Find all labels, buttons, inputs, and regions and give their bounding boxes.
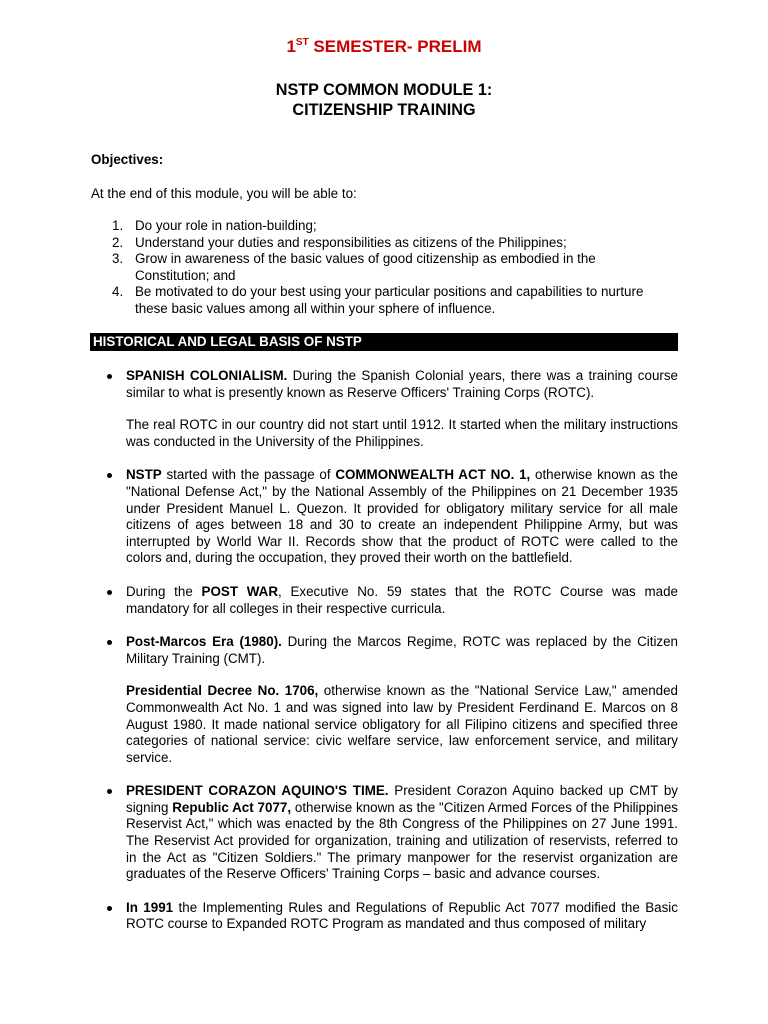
bullet-text: During the (126, 583, 202, 599)
bullet-dot-icon (107, 374, 112, 379)
bullet-bold-lead: PRESIDENT CORAZON AQUINO'S TIME. (126, 783, 389, 799)
objective-item (91, 251, 671, 284)
bullet-post-war (107, 584, 678, 617)
bullet-text: otherwise known as the "Citizen Armed Forces of the Philippines Reservist Act," which was enacted by the 8th Congress of the Philippines on 27 June 1991. The Reservist Act provided for organization, training and utilization of reservists, referred to in the Act as "Citizen Soldiers." The primary manpower for the reservist organization are graduates of the Reserve Officers' Training Corps – basic and advance courses. (126, 799, 678, 882)
bullet-bold-act: Republic Act 7077, (172, 799, 292, 815)
module-title-line2: CITIZENSHIP TRAINING (292, 101, 476, 119)
bullet-nstp-commonwealth (107, 467, 678, 567)
bullet-paragraph (126, 634, 678, 667)
bullet-text: otherwise known as the "National Defense Act," by the National Assembly of the Philippines on 21 December 1935 under President Manuel L. Quezon. It provided for obligatory military service for all male citizens of ages between 18 and 30 to create an independent Philippine Army, but was interrupted by World War II. Records show that the product of ROTC were called to the colors and, during the occupation, they proved their worth on the battlefield. (126, 467, 679, 566)
objective-line: these basic values among all within your sphere of influence. (135, 300, 496, 316)
bullet-dot-icon (107, 473, 112, 478)
semester-label: SEMESTER- PRELIM (308, 37, 482, 56)
bullet-bold-lead: POST WAR (201, 583, 278, 599)
bullet-dot-icon (107, 640, 112, 645)
bullet-aquino-time (107, 783, 678, 883)
objective-line: Constitution; and (135, 267, 236, 283)
module-title (0, 80, 768, 120)
objective-item (91, 235, 671, 252)
bullet-1991 (107, 900, 678, 933)
objective-line: Grow in awareness of the basic values of good citizenship as embodied in the (135, 251, 596, 267)
objective-line: Be motivated to do your best using your particular positions and capabilities to nurture (135, 284, 644, 300)
bullet-paragraph-2: The real ROTC in our country did not start until 1912. It started when the military instructions was conducted in the University of the Philippines. (126, 417, 678, 449)
objective-item (91, 218, 671, 235)
section-heading-bar: HISTORICAL AND LEGAL BASIS OF NSTP (90, 333, 678, 351)
bullet-post-marcos (107, 634, 678, 766)
objective-item (91, 284, 671, 317)
bullet-paragraph (126, 368, 678, 401)
objective-number: 2. (112, 234, 124, 250)
objectives-intro: At the end of this module, you will be able to: (91, 186, 357, 201)
bullet-text: the Implementing Rules and Regulations of Republic Act 7077 modified the Basic ROTC course to Expanded ROTC Program as mandated and thus composed of military (126, 899, 678, 932)
bullet-text: otherwise known as the "National Service Law," amended Commonwealth Act No. 1 and was signed into law by President Ferdinand E. Marcos on 8 August 1980. It made national service obligatory for all Filipino citizens and specified three categories of national service: civic welfare service, law enforcement service, and military service. (126, 683, 678, 765)
bullet-bold-decree: Presidential Decree No. 1706, (126, 683, 319, 699)
semester-superscript: ST (295, 37, 309, 48)
bullet-bold-lead: NSTP (126, 467, 162, 483)
bullet-bold-lead: In 1991 (126, 899, 174, 915)
bullet-dot-icon (107, 590, 112, 595)
bullet-paragraph-2 (126, 683, 678, 766)
history-bullet-list (107, 368, 678, 933)
bullet-text: During the Marcos Regime, ROTC was replaced by the Citizen Military Training (CMT). (126, 634, 679, 666)
bullet-paragraph (126, 584, 678, 617)
bullet-paragraph (126, 900, 678, 933)
module-title-line1: NSTP COMMON MODULE 1: (275, 81, 493, 99)
bullet-bold-act: COMMONWEALTH ACT NO. 1, (335, 467, 531, 483)
objective-number: 3. (112, 251, 124, 267)
bullet-dot-icon (107, 789, 112, 794)
bullet-paragraph (126, 467, 678, 567)
bullet-spanish-colonialism (107, 368, 678, 450)
objectives-list (91, 218, 671, 318)
semester-number: 1 (286, 37, 296, 56)
objective-number: 1. (112, 218, 124, 233)
semester-heading (0, 36, 768, 58)
objectives-heading: Objectives: (91, 152, 164, 167)
objective-line: Do your role in nation-building; (135, 218, 317, 233)
objective-number: 4. (112, 284, 124, 300)
bullet-bold-lead: SPANISH COLONIALISM. (126, 368, 288, 383)
bullet-text: During the Spanish Colonial years, there was a training course similar to what is presently known as Reserve Officers' Training Corps (ROTC). (126, 368, 678, 400)
bullet-dot-icon (107, 906, 112, 911)
objective-line: Understand your duties and responsibilities as citizens of the Philippines; (135, 234, 567, 250)
bullet-paragraph (126, 783, 678, 883)
bullet-text: President Corazon Aquino backed up CMT by signing (126, 783, 678, 815)
bullet-bold-lead: Post-Marcos Era (1980). (126, 634, 282, 650)
bullet-text: started with the passage of (161, 467, 336, 483)
bullet-text: , Executive No. 59 states that the ROTC Course was made mandatory for all colleges in their respective curricula. (126, 583, 678, 616)
